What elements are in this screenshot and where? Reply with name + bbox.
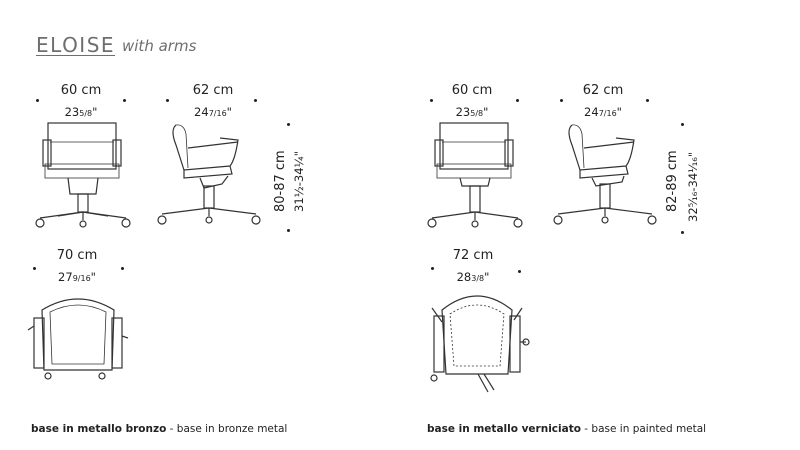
chair-side-drawing bbox=[556, 120, 656, 230]
painted-height-in: 32⁵⁄₁₆-34¹⁄₁₆" bbox=[686, 151, 700, 222]
dim-dot bbox=[33, 267, 36, 270]
dim-dot bbox=[560, 99, 563, 102]
painted-side-depth-in: 247/16" bbox=[584, 105, 622, 119]
dim-dot bbox=[121, 267, 124, 270]
bronze-side-depth-in: 247/16" bbox=[194, 105, 232, 119]
product-title: ELOISE bbox=[36, 33, 116, 57]
dim-dot bbox=[518, 270, 521, 273]
painted-front-width-in: 235/8" bbox=[455, 105, 489, 119]
painted-height-cm: 82-89 cm bbox=[665, 150, 680, 212]
dim-dot bbox=[287, 123, 290, 126]
bronze-top-width-cm: 70 cm bbox=[56, 248, 98, 263]
painted-top-width-cm: 72 cm bbox=[452, 248, 494, 263]
bronze-side-depth-cm: 62 cm bbox=[192, 83, 234, 98]
bronze-top-width-in: 279/16" bbox=[58, 270, 96, 284]
bronze-caption: base in metallo bronzo - base in bronze metal bbox=[31, 423, 288, 435]
bronze-height-in: 31½-34¼" bbox=[292, 151, 306, 212]
painted-caption: base in metallo verniciato - base in painted metal bbox=[427, 423, 707, 435]
chair-front-drawing bbox=[430, 120, 525, 230]
bronze-front-width-cm: 60 cm bbox=[60, 83, 102, 98]
painted-side-depth-cm: 62 cm bbox=[582, 83, 624, 98]
dim-dot bbox=[123, 99, 126, 102]
dim-dot bbox=[430, 99, 433, 102]
dim-dot bbox=[166, 99, 169, 102]
bronze-height-cm: 80-87 cm bbox=[273, 150, 288, 212]
dim-dot bbox=[254, 99, 257, 102]
dim-dot bbox=[681, 231, 684, 234]
painted-top-width-in: 283/8" bbox=[456, 270, 490, 284]
dim-dot bbox=[681, 123, 684, 126]
product-subtitle: with arms bbox=[122, 37, 197, 55]
chair-top-drawing bbox=[28, 290, 128, 385]
dim-dot bbox=[431, 267, 434, 270]
bronze-front-width-in: 235/8" bbox=[64, 105, 98, 119]
dim-dot bbox=[646, 99, 649, 102]
dim-dot bbox=[516, 99, 519, 102]
dim-dot bbox=[36, 99, 39, 102]
chair-front-drawing bbox=[38, 120, 133, 230]
painted-front-width-cm: 60 cm bbox=[451, 83, 493, 98]
dim-dot bbox=[287, 229, 290, 232]
chair-top-drawing bbox=[422, 282, 532, 397]
chair-side-drawing bbox=[160, 120, 260, 230]
